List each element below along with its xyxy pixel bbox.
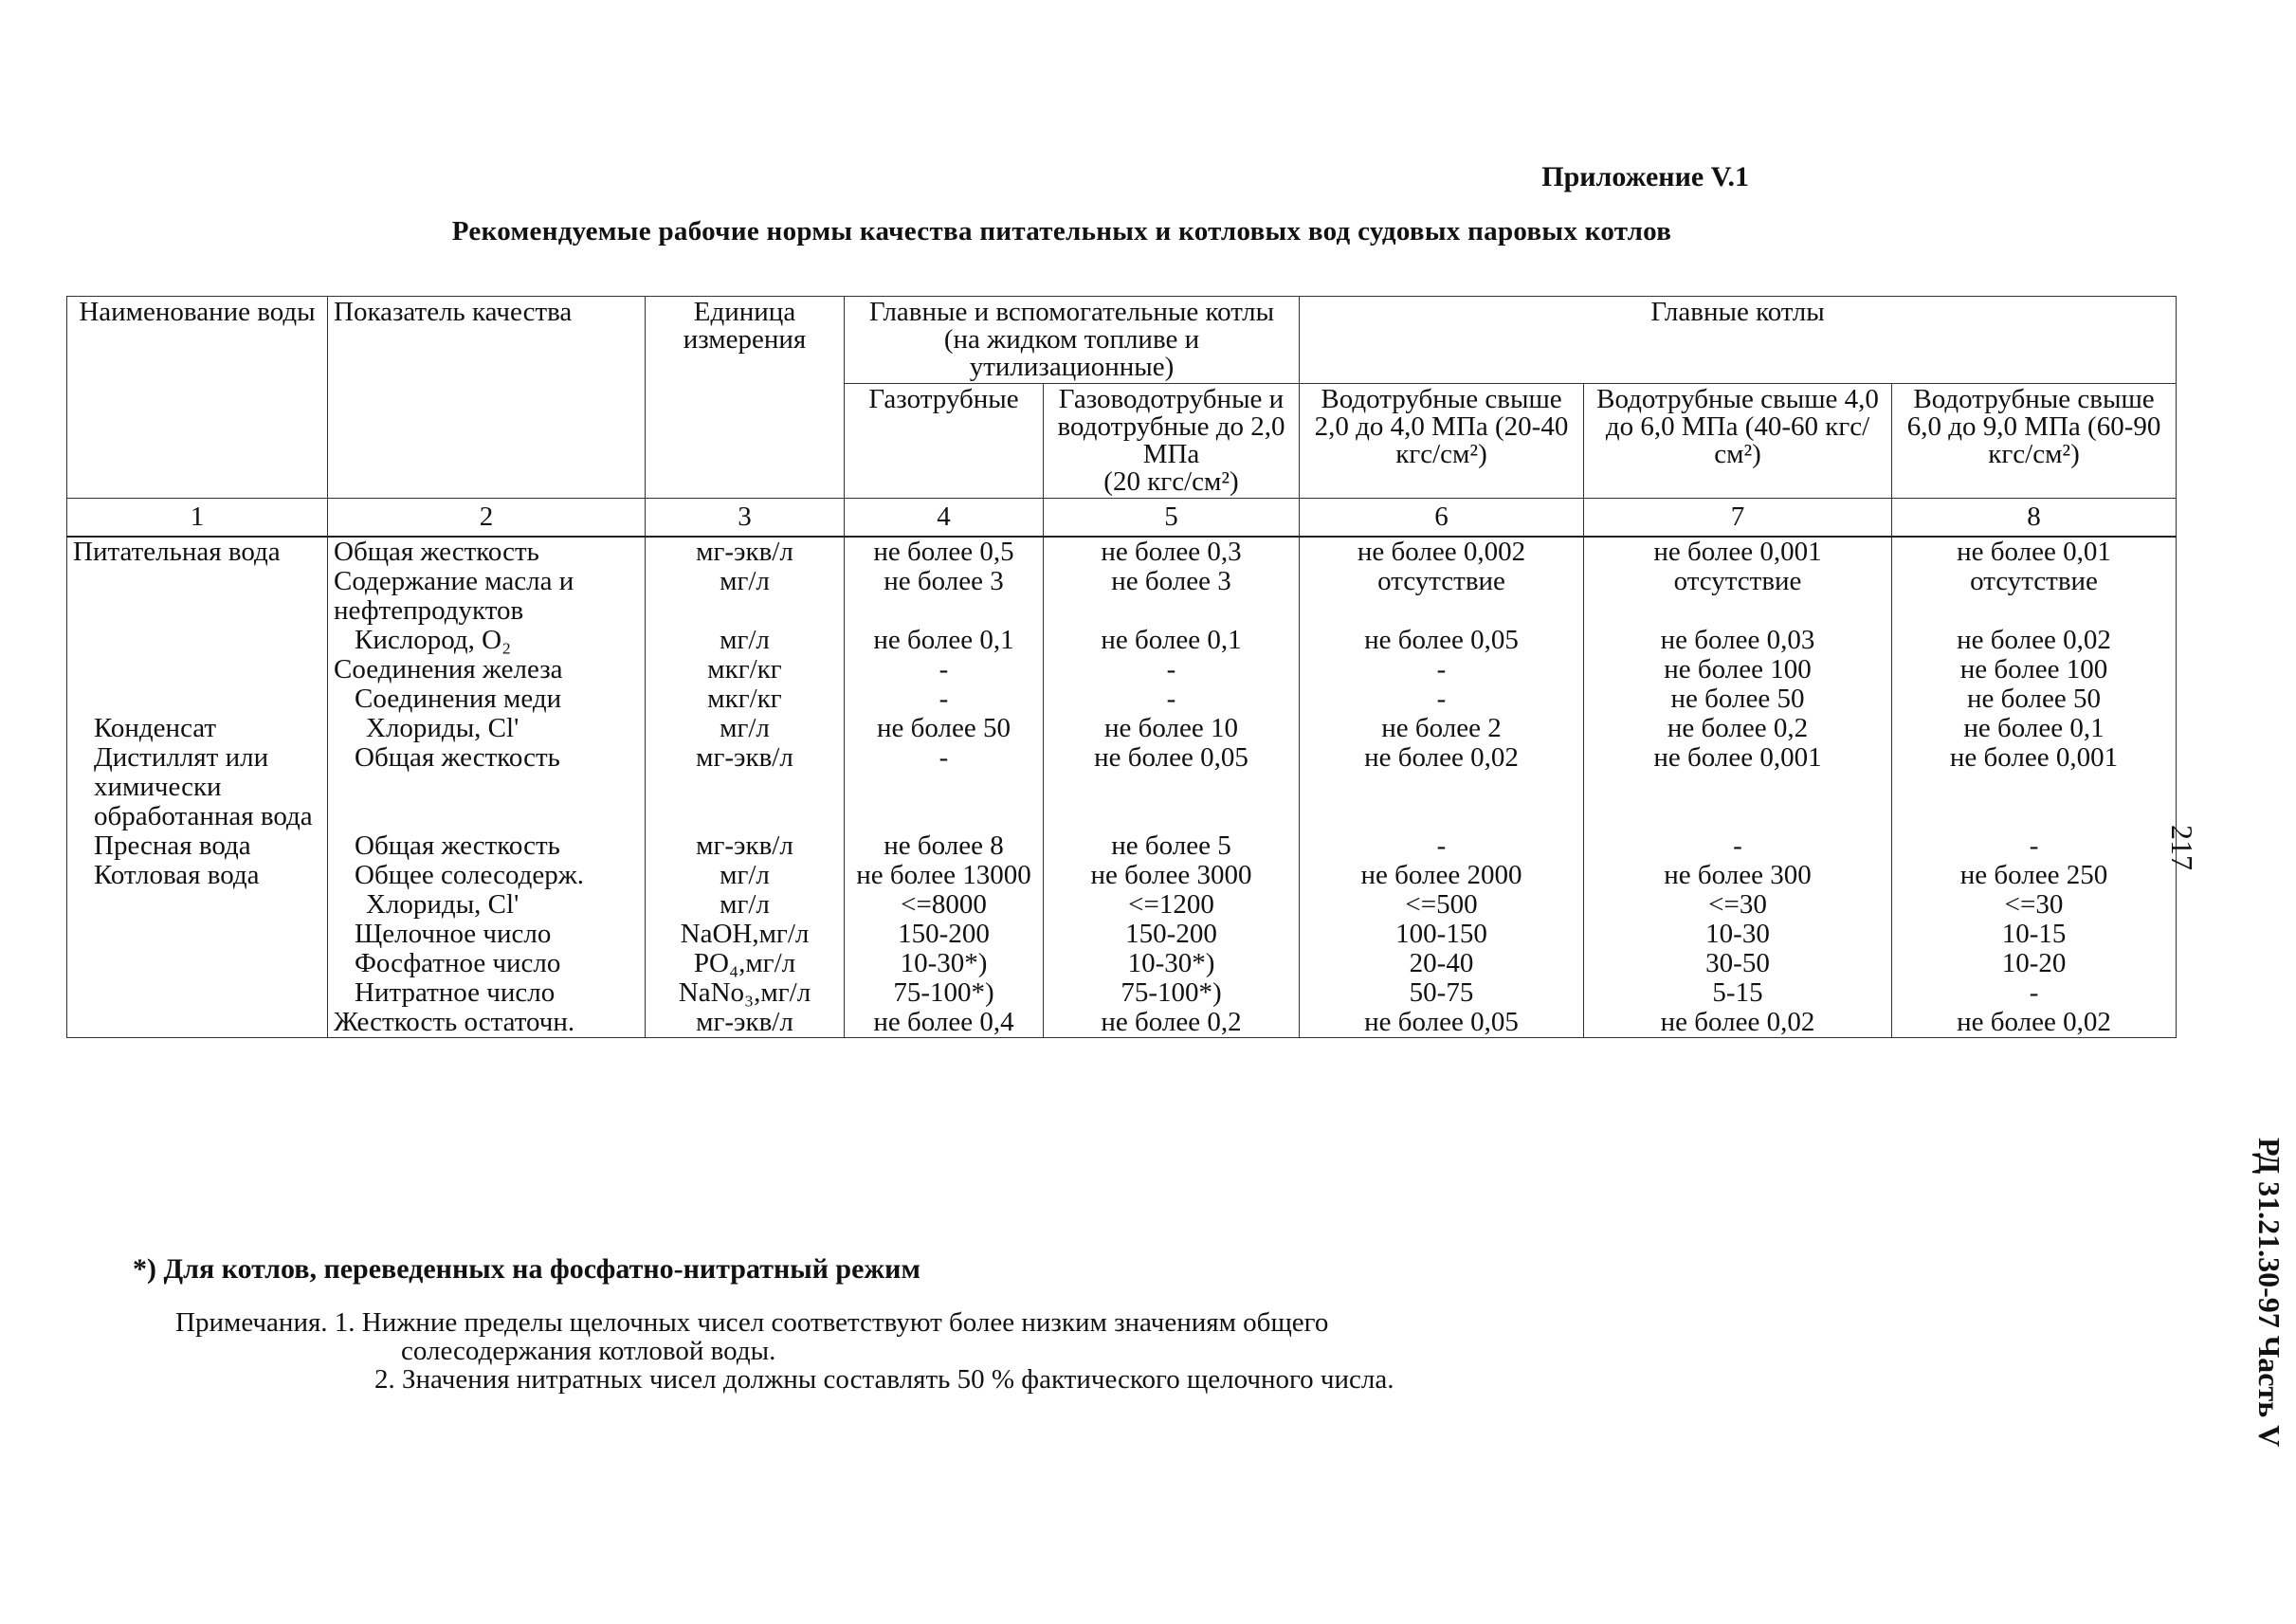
header-group-main: Главные котлы	[1300, 297, 2177, 384]
value-cell: не более 2000	[1300, 861, 1584, 890]
value-cell: 75-100*)	[845, 978, 1044, 1008]
table-row	[67, 626, 2177, 655]
footnote: *) Для котлов, переведенных на фосфатно-нитратный режим	[133, 1253, 920, 1285]
table-row	[67, 890, 2177, 920]
value-cell: 10-30	[1584, 920, 1892, 949]
value-cell: не более 0,05	[1300, 1008, 1584, 1038]
value-cell: -	[845, 684, 1044, 714]
value-cell: не более 13000	[845, 861, 1044, 890]
quality-indicator: Содержание масла и нефтепродуктов	[328, 567, 646, 626]
quality-indicator: Соединения железа	[328, 655, 646, 684]
table-row	[67, 949, 2177, 978]
column-number: 5	[1044, 499, 1300, 538]
water-name	[67, 1008, 328, 1038]
table-row	[67, 684, 2177, 714]
value-cell: не более 5	[1044, 831, 1300, 861]
value-cell: 10-15	[1892, 920, 2177, 949]
value-cell: отсутствие	[1584, 567, 1892, 626]
value-cell: 150-200	[1044, 920, 1300, 949]
unit: мг/л	[646, 567, 845, 626]
value-cell: -	[1892, 831, 2177, 861]
quality-indicator: Нитратное число	[328, 978, 646, 1008]
water-name: Котловая вода	[67, 861, 328, 890]
value-cell: -	[1584, 831, 1892, 861]
value-cell: не более 0,02	[1584, 1008, 1892, 1038]
value-cell: не более 0,3	[1044, 537, 1300, 567]
water-name	[67, 920, 328, 949]
document-title: Рекомендуемые рабочие нормы качества питательных и котловых вод судовых паровых котлов	[451, 216, 1672, 246]
unit: мг-экв/л	[646, 1008, 845, 1038]
table-row	[67, 567, 2177, 626]
quality-indicator: Щелочное число	[328, 920, 646, 949]
value-cell: не более 2	[1300, 714, 1584, 743]
header-water-tube-2-4: Водотрубные свыше 2,0 до 4,0 МПа (20-40 кгс/см²)	[1300, 384, 1584, 499]
value-cell: 10-20	[1892, 949, 2177, 978]
quality-indicator: Общая жесткость	[328, 743, 646, 831]
unit: мг-экв/л	[646, 831, 845, 861]
note-1: Примечания. 1. Нижние пределы щелочных чисел соответствуют более низким значениям общего	[175, 1307, 1329, 1338]
value-cell: не более 0,01	[1892, 537, 2177, 567]
value-cell: не более 0,001	[1892, 743, 2177, 831]
quality-indicator: Соединения меди	[328, 684, 646, 714]
value-cell: 50-75	[1300, 978, 1584, 1008]
value-cell: 150-200	[845, 920, 1044, 949]
quality-indicator: Кислород, O₂	[328, 626, 646, 655]
table-row	[67, 743, 2177, 831]
column-number: 4	[845, 499, 1044, 538]
header-water-fire-tube	[1044, 384, 1300, 499]
header-quality-indicator: Показатель качества	[328, 297, 646, 499]
unit: мкг/кг	[646, 655, 845, 684]
water-name	[67, 626, 328, 655]
header-water-fire-tube-pressure: (20 кгс/см²)	[1103, 466, 1239, 497]
value-cell: не более 3	[1044, 567, 1300, 626]
quality-indicator: Общая жесткость	[328, 537, 646, 567]
document-code: РД 31.21.30-97 Часть V	[2252, 1138, 2287, 1448]
value-cell: 20-40	[1300, 949, 1584, 978]
value-cell: не более 0,1	[845, 626, 1044, 655]
value-cell: не более 3	[845, 567, 1044, 626]
water-name	[67, 978, 328, 1008]
header-fire-tube: Газотрубные	[845, 384, 1044, 499]
quality-indicator: Фосфатное число	[328, 949, 646, 978]
table-row	[67, 861, 2177, 890]
table-row	[67, 655, 2177, 684]
water-name: Конденсат	[67, 714, 328, 743]
value-cell: не более 0,001	[1584, 743, 1892, 831]
quality-indicator: Общее солесодерж.	[328, 861, 646, 890]
header-group-main-aux: Главные и вспомогательные котлы (на жидком топливе и утилизационные)	[845, 297, 1300, 384]
unit: мкг/кг	[646, 684, 845, 714]
water-name	[67, 684, 328, 714]
unit: мг-экв/л	[646, 743, 845, 831]
value-cell: не более 50	[845, 714, 1044, 743]
value-cell: не более 0,2	[1584, 714, 1892, 743]
column-number: 6	[1300, 499, 1584, 538]
unit: NaOH,мг/л	[646, 920, 845, 949]
unit: мг-экв/л	[646, 537, 845, 567]
table-row	[67, 831, 2177, 861]
note-2: 2. Значения нитратных чисел должны составлять 50 % фактического щелочного числа.	[374, 1364, 1394, 1395]
value-cell: <=8000	[845, 890, 1044, 920]
appendix-label: Приложение V.1	[1541, 161, 1749, 192]
water-name: Питательная вода	[67, 537, 328, 567]
table-row	[67, 537, 2177, 567]
value-cell: 10-30*)	[1044, 949, 1300, 978]
unit: NaNo₃,мг/л	[646, 978, 845, 1008]
value-cell: не более 300	[1584, 861, 1892, 890]
water-name	[67, 655, 328, 684]
value-cell: 30-50	[1584, 949, 1892, 978]
value-cell: не более 100	[1892, 655, 2177, 684]
header-water-fire-tube-label: Газоводотрубные и водотрубные до 2,0 МПа	[1057, 384, 1285, 469]
water-name	[67, 949, 328, 978]
quality-indicator: Общая жесткость	[328, 831, 646, 861]
quality-indicator: Жесткость остаточн.	[328, 1008, 646, 1038]
table-row	[67, 978, 2177, 1008]
page-number: 217	[2165, 825, 2199, 870]
quality-indicator: Хлориды, Cl'	[328, 714, 646, 743]
column-number: 1	[67, 499, 328, 538]
value-cell: не более 3000	[1044, 861, 1300, 890]
value-cell: не более 0,02	[1892, 1008, 2177, 1038]
value-cell: <=30	[1584, 890, 1892, 920]
water-name	[67, 890, 328, 920]
table-header	[67, 297, 2177, 538]
value-cell: не более 0,03	[1584, 626, 1892, 655]
unit: мг/л	[646, 626, 845, 655]
value-cell: не более 50	[1892, 684, 2177, 714]
value-cell: 5-15	[1584, 978, 1892, 1008]
unit: PO₄,мг/л	[646, 949, 845, 978]
value-cell: не более 50	[1584, 684, 1892, 714]
unit: мг/л	[646, 861, 845, 890]
value-cell: <=500	[1300, 890, 1584, 920]
value-cell: -	[1892, 978, 2177, 1008]
value-cell: не более 0,4	[845, 1008, 1044, 1038]
column-number: 2	[328, 499, 646, 538]
value-cell: -	[1300, 831, 1584, 861]
value-cell: -	[845, 655, 1044, 684]
table-row	[67, 1008, 2177, 1038]
header-water-tube-6-9: Водотрубные свыше 6,0 до 9,0 МПа (60-90 кгс/см²)	[1892, 384, 2177, 499]
value-cell: не более 0,5	[845, 537, 1044, 567]
header-water-name: Наименование воды	[67, 297, 328, 499]
value-cell: <=1200	[1044, 890, 1300, 920]
water-name	[67, 567, 328, 626]
value-cell: 100-150	[1300, 920, 1584, 949]
value-cell: 75-100*)	[1044, 978, 1300, 1008]
value-cell: -	[1300, 684, 1584, 714]
value-cell: -	[1044, 684, 1300, 714]
water-name: Дистиллят или химически обработанная вода	[67, 743, 328, 831]
table-row	[67, 714, 2177, 743]
column-number-row	[67, 499, 2177, 538]
header-unit: Единица измерения	[646, 297, 845, 499]
unit: мг/л	[646, 890, 845, 920]
column-number: 3	[646, 499, 845, 538]
value-cell: не более 0,1	[1892, 714, 2177, 743]
column-number: 8	[1892, 499, 2177, 538]
value-cell: не более 8	[845, 831, 1044, 861]
value-cell: отсутствие	[1892, 567, 2177, 626]
value-cell: отсутствие	[1300, 567, 1584, 626]
unit: мг/л	[646, 714, 845, 743]
value-cell: не более 0,2	[1044, 1008, 1300, 1038]
header-water-tube-4-6: Водотрубные свыше 4,0 до 6,0 МПа (40-60 кгс/см²)	[1584, 384, 1892, 499]
value-cell: не более 10	[1044, 714, 1300, 743]
value-cell: -	[1300, 655, 1584, 684]
value-cell: не более 0,05	[1300, 626, 1584, 655]
table-row	[67, 920, 2177, 949]
table-body	[67, 537, 2177, 1038]
value-cell: -	[845, 743, 1044, 831]
value-cell: не более 0,02	[1892, 626, 2177, 655]
notes	[175, 1308, 1787, 1394]
value-cell: не более 0,05	[1044, 743, 1300, 831]
value-cell: -	[1044, 655, 1300, 684]
value-cell: не более 250	[1892, 861, 2177, 890]
value-cell: 10-30*)	[845, 949, 1044, 978]
water-name: Пресная вода	[67, 831, 328, 861]
value-cell: не более 0,1	[1044, 626, 1300, 655]
value-cell: не более 100	[1584, 655, 1892, 684]
value-cell: не более 0,002	[1300, 537, 1584, 567]
value-cell: не более 0,02	[1300, 743, 1584, 831]
value-cell: <=30	[1892, 890, 2177, 920]
water-quality-table	[66, 296, 2177, 1038]
column-number: 7	[1584, 499, 1892, 538]
note-1-continuation: солесодержания котловой воды.	[401, 1336, 776, 1366]
value-cell: не более 0,001	[1584, 537, 1892, 567]
quality-indicator: Хлориды, Cl'	[328, 890, 646, 920]
